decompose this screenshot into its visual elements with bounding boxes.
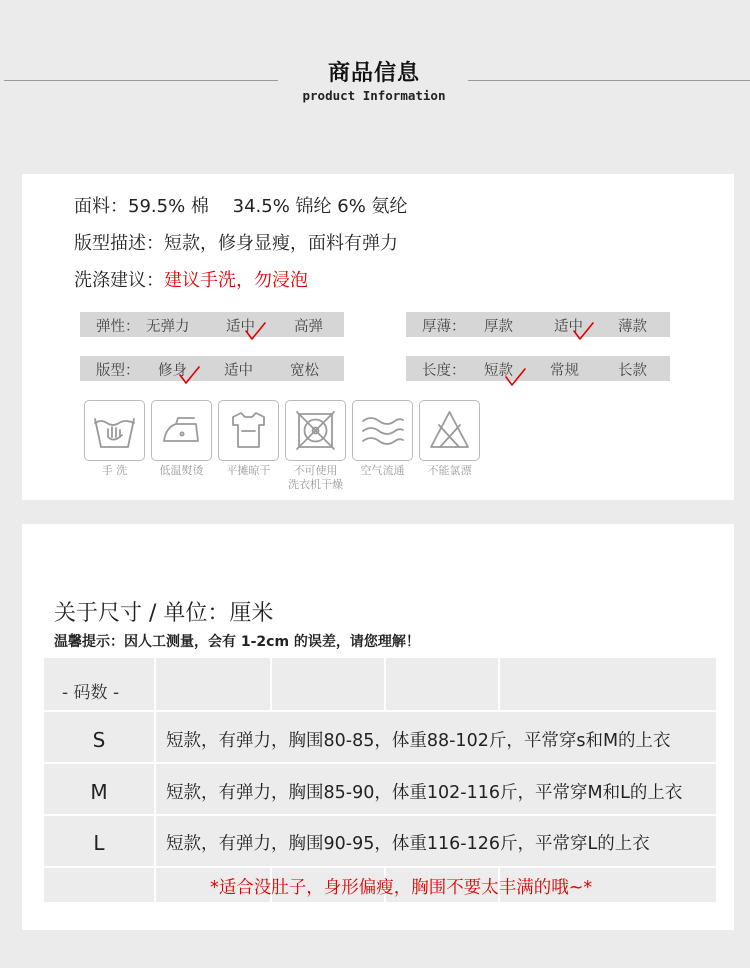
length-option-short: 短款 bbox=[484, 363, 513, 379]
fit-option-slim: 修身 bbox=[158, 363, 187, 379]
low-iron-label: 低温熨烫 bbox=[159, 464, 204, 477]
air-circulation-icon bbox=[352, 400, 413, 461]
fit-description-line: 版型描述：短款，修身显瘦，面料有弹力 bbox=[74, 233, 398, 254]
no-bleach-icon bbox=[419, 400, 480, 461]
elasticity-option-high: 高弹 bbox=[294, 319, 323, 335]
size-cell-l: L bbox=[93, 831, 105, 855]
fit-option-regular: 适中 bbox=[224, 363, 253, 379]
column-divider bbox=[270, 658, 272, 710]
column-divider bbox=[384, 658, 386, 710]
no-tumble-dry-label: 不可使用 洗衣机干燥 bbox=[288, 464, 343, 491]
wash-advice-value: 建议手洗，勿浸泡 bbox=[164, 270, 308, 291]
low-iron-icon bbox=[151, 400, 212, 461]
column-divider bbox=[498, 658, 500, 710]
thickness-option-medium: 适中 bbox=[554, 319, 583, 335]
hand-wash-label: 手 洗 bbox=[101, 464, 128, 477]
wash-advice-line bbox=[74, 266, 308, 292]
flat-dry-label: 平摊晾干 bbox=[226, 464, 271, 477]
fit-label: 版型： bbox=[96, 363, 140, 379]
no-bleach-label: 不能氯漂 bbox=[427, 464, 472, 477]
thickness-check-icon bbox=[572, 320, 594, 342]
flat-dry-icon bbox=[218, 400, 279, 461]
size-desc-s: 短款，有弹力，胸围80-85，体重88-102斤，平常穿s和M的上衣 bbox=[166, 731, 671, 751]
size-desc-m: 短款，有弹力，胸围85-90，体重102-116斤，平常穿M和L的上衣 bbox=[166, 783, 683, 803]
page-subtitle: product Information bbox=[302, 88, 446, 103]
row-divider bbox=[44, 710, 716, 712]
length-check-icon bbox=[504, 366, 526, 388]
row-divider bbox=[44, 866, 716, 868]
material-line: 面料：59.5% 棉 34.5% 锦纶 6% 氨纶 bbox=[74, 196, 408, 217]
elasticity-bar bbox=[80, 312, 344, 337]
size-cell-s: S bbox=[92, 728, 106, 752]
fit-bar bbox=[80, 356, 344, 381]
elasticity-check-icon bbox=[244, 320, 266, 342]
fit-check-icon bbox=[178, 364, 200, 386]
thickness-bar bbox=[406, 312, 670, 337]
size-panel bbox=[22, 524, 734, 930]
size-table bbox=[44, 658, 716, 902]
length-bar bbox=[406, 356, 670, 381]
thickness-label: 厚薄： bbox=[422, 319, 466, 335]
no-tumble-dry-icon bbox=[285, 400, 346, 461]
header-divider-left bbox=[4, 80, 278, 81]
size-desc-l: 短款，有弹力，胸围90-95，体重116-126斤，平常穿L的上衣 bbox=[166, 834, 650, 854]
fit-option-loose: 宽松 bbox=[290, 363, 319, 379]
length-label: 长度： bbox=[422, 363, 466, 379]
size-column-header: - 码数 - bbox=[62, 683, 120, 703]
elasticity-option-none: 无弹力 bbox=[146, 319, 190, 335]
header-divider-right bbox=[468, 80, 750, 81]
page-title: 商品信息 bbox=[327, 61, 420, 86]
product-info-panel bbox=[22, 174, 734, 500]
hand-wash-icon bbox=[84, 400, 145, 461]
size-tip: 温馨提示：因人工测量，会有 1-2cm 的误差，请您理解！ bbox=[54, 634, 420, 650]
elasticity-label: 弹性： bbox=[96, 319, 140, 335]
row-divider bbox=[44, 762, 716, 764]
air-circulation-label: 空气流通 bbox=[360, 464, 405, 477]
size-title: 关于尺寸 / 单位：厘米 bbox=[54, 601, 274, 626]
elasticity-option-medium: 适中 bbox=[226, 319, 255, 335]
thickness-option-thick: 厚款 bbox=[484, 319, 513, 335]
wash-advice-label: 洗涤建议： bbox=[74, 270, 164, 291]
column-divider bbox=[154, 658, 156, 902]
fit-note: *适合没肚子，身形偏瘦，胸围不要太丰满的哦~* bbox=[210, 878, 593, 898]
length-option-regular: 常规 bbox=[550, 363, 579, 379]
size-cell-m: M bbox=[90, 780, 108, 804]
thickness-option-thin: 薄款 bbox=[618, 319, 647, 335]
row-divider bbox=[44, 814, 716, 816]
length-option-long: 长款 bbox=[618, 363, 647, 379]
